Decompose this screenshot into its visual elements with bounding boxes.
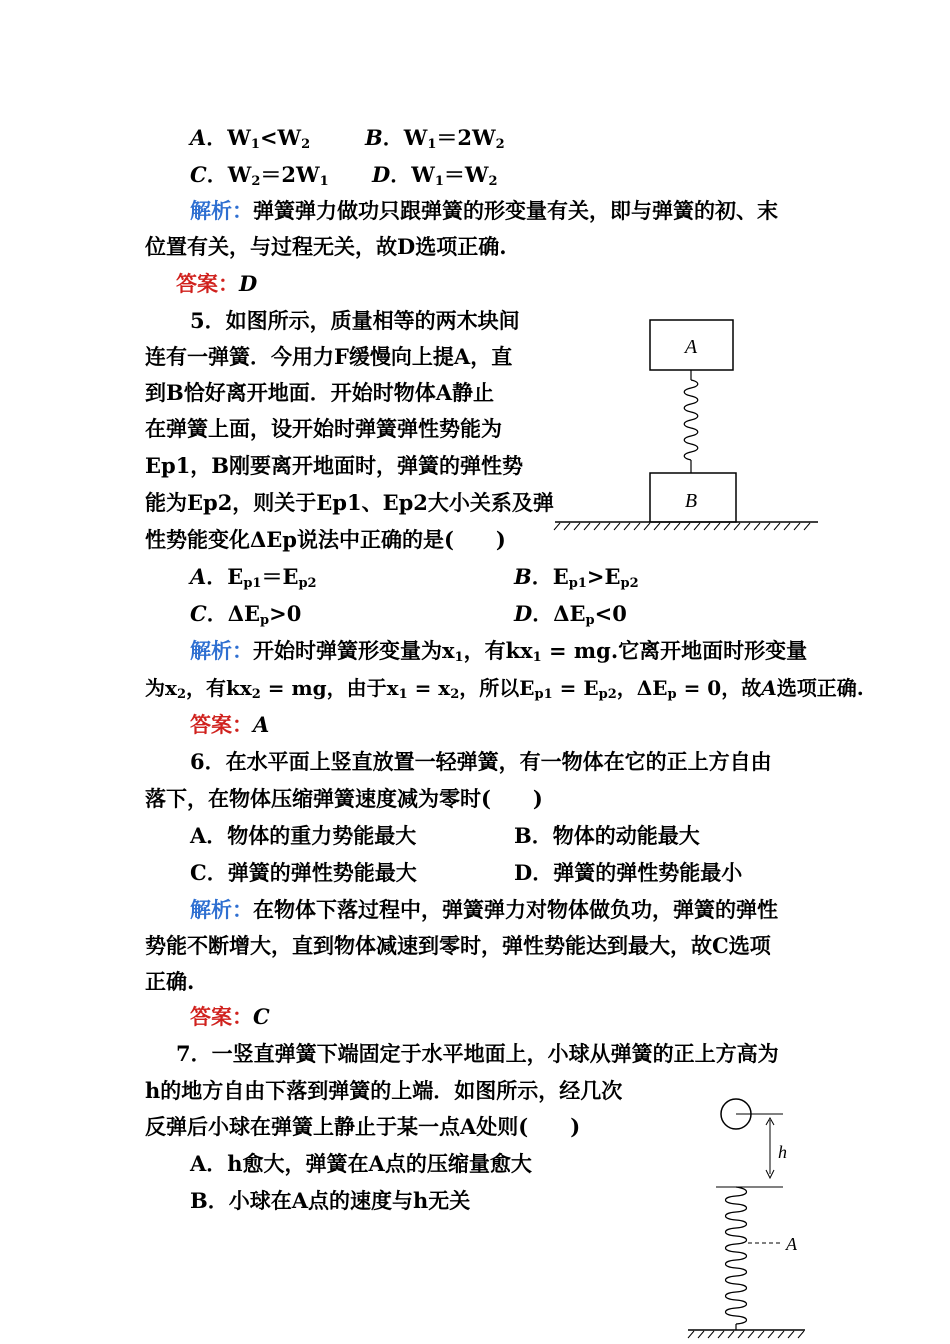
q4-analysis-line-1: 解析：弹簧弹力做功只跟弹簧的形变量有关，即与弹簧的初、末 <box>190 198 778 223</box>
q6-option-d: D．弹簧的弹性势能最小 <box>514 860 743 885</box>
q6-option-c: C．弹簧的弹性势能最大 <box>190 860 417 885</box>
q5-stem-line-7: 性势能变化ΔEp说法中正确的是( ) <box>145 527 506 552</box>
q5-option-b: B．$E_{p1}>E_{p2}$ <box>514 564 639 591</box>
q7-ball-spring-figure <box>680 1092 820 1342</box>
q5-option-c: C．$\Delta E_p>0$ <box>190 601 302 628</box>
q7-stem-line-1: 7．一竖直弹簧下端固定于水平地面上，小球从弹簧的正上方高为 <box>176 1041 779 1066</box>
q5-answer: 答案：A <box>190 712 270 737</box>
q4-answer: 答案：D <box>176 271 258 296</box>
q6-option-a: A．物体的重力势能最大 <box>190 823 417 848</box>
a-label: A <box>786 1234 797 1254</box>
q5-spring-blocks-figure <box>550 312 825 537</box>
q7-option-b: B．小球在A点的速度与h无关 <box>190 1188 471 1213</box>
h-label: h <box>778 1142 787 1162</box>
q5-option-a: A．$E_{p1}=E_{p2}$ <box>190 564 317 591</box>
q5-stem-line-2: 连有一弹簧．今用力F缓慢向上提A，直 <box>145 344 513 369</box>
q5-analysis-line-2: 为$x_2$，有$kx_2$ = mg，由于$x_1 = x_2$，所以$E_{p1} = E_{p2}$，$\Delta E_p = 0$，故A选项正确. <box>145 676 864 702</box>
ground-hatch <box>688 1331 804 1338</box>
analysis-label: 解析： <box>190 198 253 223</box>
q4-analysis-line-2: 位置有关，与过程无关，故D选项正确. <box>145 234 507 259</box>
q6-analysis-line-3: 正确. <box>145 969 195 994</box>
ground-hatch <box>554 523 810 530</box>
q5-stem-line-5: Ep1，B刚要离开地面时，弹簧的弹性势 <box>145 453 524 478</box>
q5-option-d: D．$\Delta E_p<0$ <box>514 601 627 628</box>
q5-stem-line-3: 到B恰好离开地面．开始时物体A静止 <box>145 380 495 405</box>
q6-analysis-line-2: 势能不断增大，直到物体减速到零时，弹性势能达到最大，故C选项 <box>145 933 771 958</box>
q6-answer: 答案：C <box>190 1004 270 1029</box>
q4-option-a: A．$W_1<W_2$ <box>190 125 311 152</box>
q7-option-a: A．h愈大，弹簧在A点的压缩量愈大 <box>190 1151 532 1176</box>
spring <box>726 1187 747 1324</box>
q7-stem-line-2: h的地方自由下落到弹簧的上端．如图所示，经几次 <box>145 1078 623 1103</box>
q4-option-d: D．$W_1=W_2$ <box>372 162 498 189</box>
q5-stem-line-4: 在弹簧上面，设开始时弹簧弹性势能为 <box>145 416 502 441</box>
block-a-label: A <box>684 336 698 358</box>
q6-analysis-line-1: 解析：在物体下落过程中，弹簧弹力对物体做负功，弹簧的弹性 <box>190 897 778 922</box>
q7-stem-line-3: 反弹后小球在弹簧上静止于某一点A处则( ) <box>145 1114 581 1139</box>
q4-option-c: C．$W_2=2W_1$ <box>190 162 329 189</box>
q6-stem-line-1: 6．在水平面上竖直放置一轻弹簧，有一物体在它的正上方自由 <box>190 749 772 774</box>
q6-stem-line-2: 落下，在物体压缩弹簧速度减为零时( ) <box>145 786 543 811</box>
q5-analysis-line-1: 解析：开始时弹簧形变量为$x_1$，有$kx_1$ = mg.它离开地面时形变量 <box>190 638 808 665</box>
block-b-label: B <box>684 490 698 512</box>
q4-option-b: B．$W_1=2W_2$ <box>365 125 505 152</box>
q6-option-b: B．物体的动能最大 <box>514 823 700 848</box>
spring <box>684 380 698 460</box>
q5-stem-line-1: 5．如图所示，质量相等的两木块间 <box>190 308 520 333</box>
q5-stem-line-6: 能为Ep2，则关于Ep1、Ep2大小关系及弹 <box>145 490 554 515</box>
